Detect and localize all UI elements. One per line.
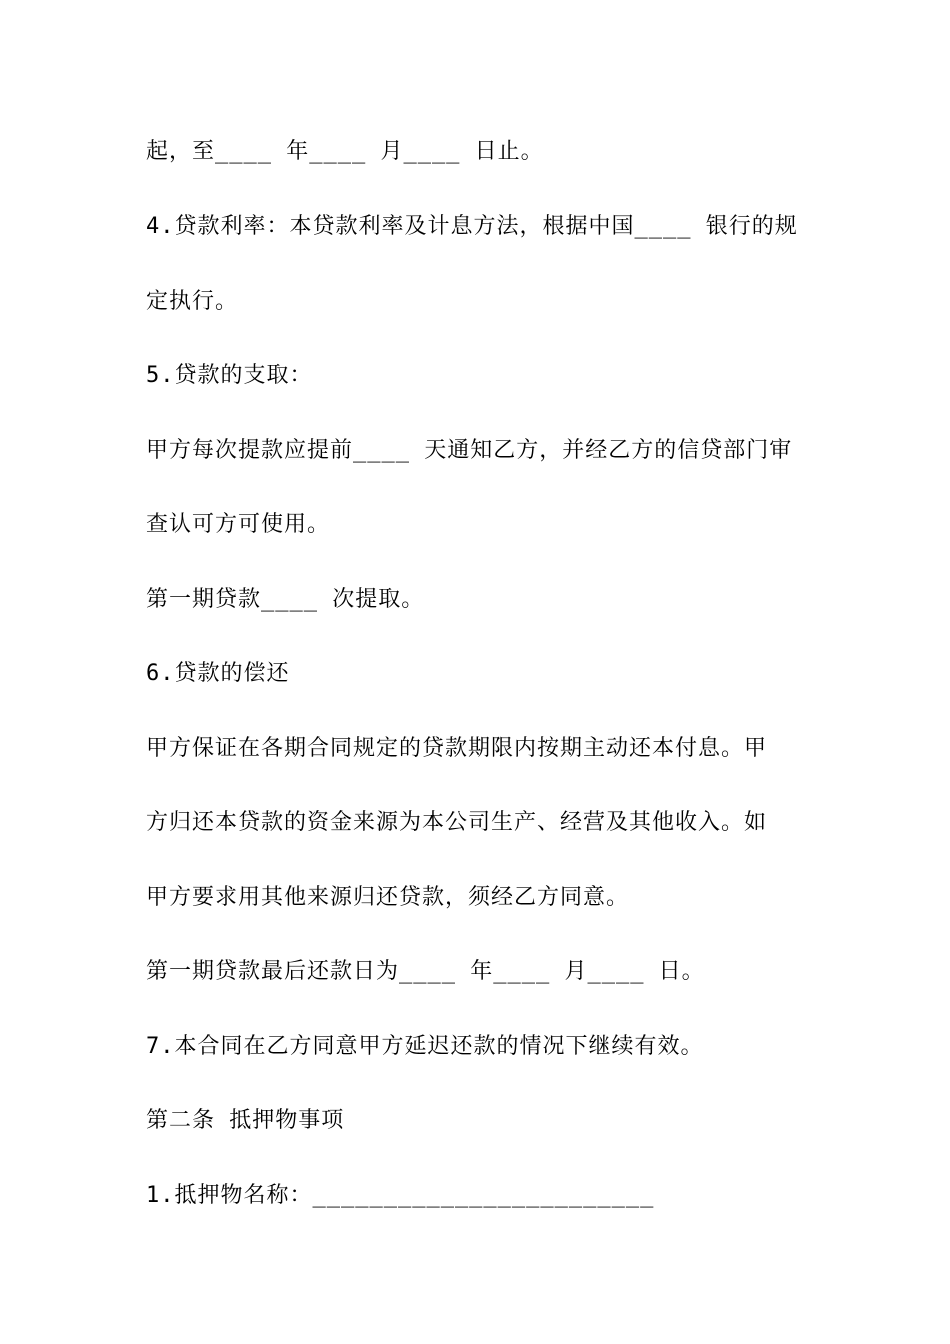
text-line: 第一期贷款____ 次提取。 [146, 587, 425, 612]
text-line: 4.贷款利率：本贷款利率及计息方法，根据中国____ 银行的规 [146, 214, 798, 239]
text-line: 定执行。 [146, 289, 239, 314]
article-heading: 第二条 抵押物事项 [146, 1108, 345, 1133]
text-line: 甲方每次提款应提前____ 天通知乙方，并经乙方的信贷部门审 [146, 438, 793, 463]
text-line: 甲方要求用其他来源归还贷款，须经乙方同意。 [146, 885, 630, 910]
text-line: 甲方保证在各期合同规定的贷款期限内按期主动还本付息。甲 [146, 736, 768, 761]
section-heading: 6.贷款的偿还 [146, 661, 290, 686]
text-line: 7.本合同在乙方同意甲方延迟还款的情况下继续有效。 [146, 1034, 704, 1059]
text-line: 查认可方可使用。 [146, 512, 331, 537]
text-line: 起，至____ 年____ 月____ 日止。 [146, 139, 544, 164]
section-heading: 5.贷款的支取： [146, 363, 313, 388]
text-line: 方归还本贷款的资金来源为本公司生产、经营及其他收入。如 [146, 810, 768, 835]
text-line: 第一期贷款最后还款日为____ 年____ 月____ 日。 [146, 959, 705, 984]
text-line: 1.抵押物名称：________________________ [146, 1183, 655, 1208]
